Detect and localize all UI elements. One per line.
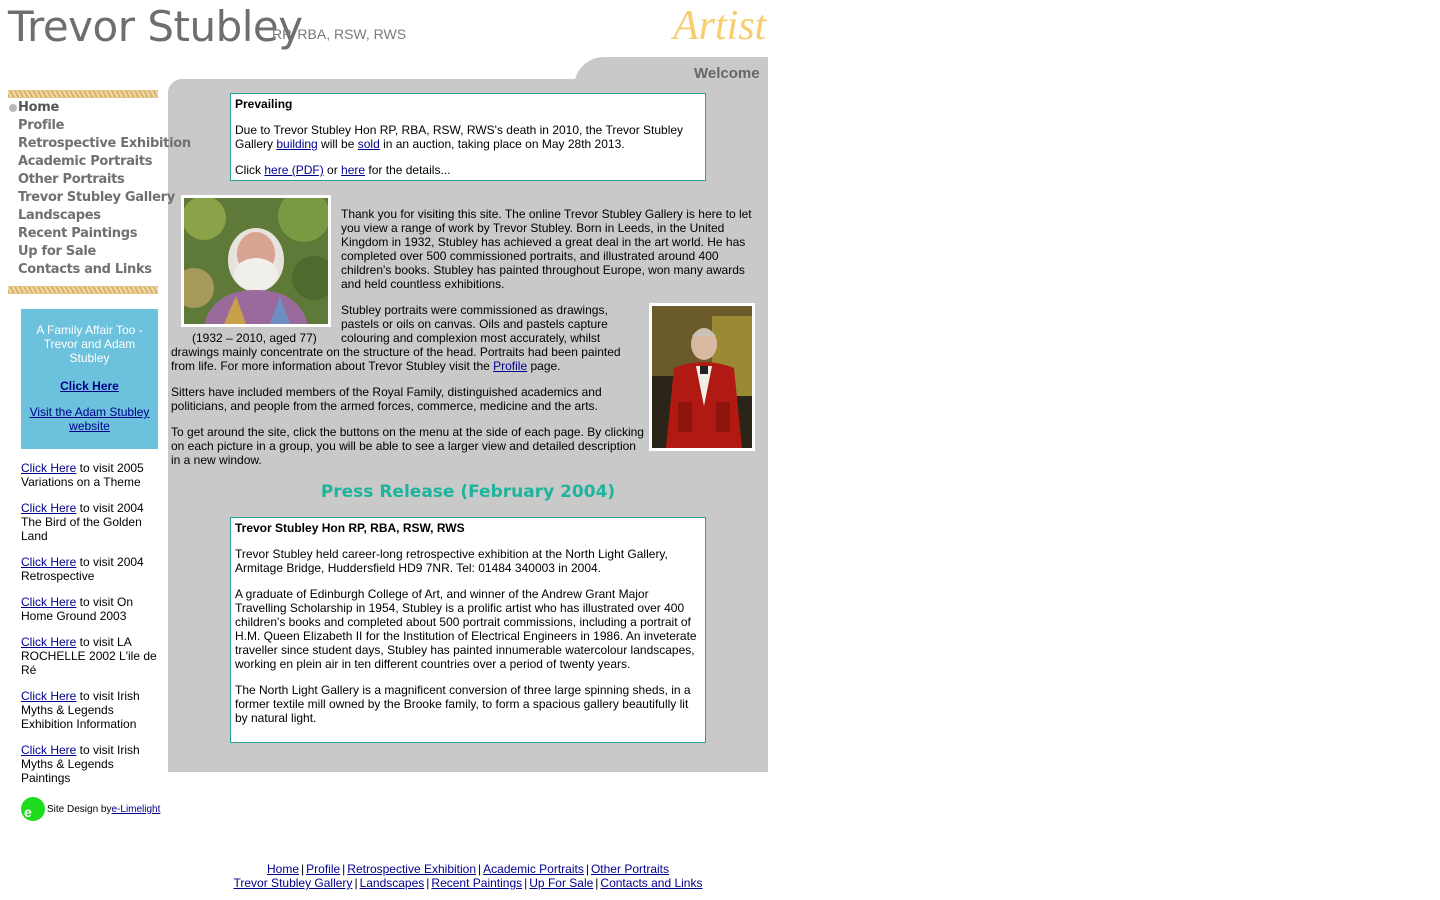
here-pdf-link[interactable]: here (PDF) — [264, 163, 324, 177]
active-dot-icon — [9, 104, 17, 112]
footer-link-home[interactable]: Home — [267, 862, 300, 876]
footer-link-contacts[interactable]: Contacts and Links — [600, 876, 703, 890]
exhibition-links — [21, 461, 161, 797]
footer-link-other-portraits[interactable]: Other Portraits — [590, 862, 669, 876]
nav-item-label: Contacts and Links — [18, 262, 152, 277]
press-paragraph: The North Light Gallery is a magnificent conversion of three large spinning sheds, in a former textile mill owned by the Brooke family, to form a spacious gallery beautifully lit by natural light. — [235, 683, 691, 725]
navigation-help-paragraph: To get around the site, click the buttons on the menu at the side of each page. By clicking on each picture in a group, you will be able to see a larger view and detailed description in a new window. — [171, 425, 644, 467]
footer-row — [168, 876, 768, 890]
text: for the details... — [365, 163, 451, 177]
site-role: Artist — [673, 3, 767, 49]
footer-link-landscapes[interactable]: Landscapes — [359, 876, 425, 890]
exhibition-link[interactable]: Click Here — [21, 635, 77, 649]
exhibition-desc: to visit Irish Myths & Legends Exhibition Information — [21, 689, 140, 731]
intro-paragraph: Thank you for visiting this site. The online Trevor Stubley Gallery is here to let you view a range of work by Trevor Stubley. Born in Leeds, in the United Kingdom in 1932, Stubley has achieved a great deal in the art world. He has completed over 500 commissioned portraits, and illustrated around 400 children's books. Stubley has painted throughout Europe, won many awards and held countless exhibitions. — [341, 207, 752, 291]
list-item — [21, 501, 161, 543]
exhibition-desc: to visit On Home Ground 2003 — [21, 595, 134, 623]
sitters-paragraph: Sitters have included members of the Royal Family, distinguished academics and politicians, and people from the armed forces, commerce, medicine and the arts. — [171, 385, 602, 413]
press-release-title: Trevor Stubley Hon RP, RBA, RSW, RWS — [235, 521, 465, 535]
prevailing-details — [235, 163, 701, 177]
nav-item-recent-paintings[interactable] — [8, 225, 160, 243]
prevailing-paragraph — [235, 123, 701, 151]
prevailing-notice — [230, 93, 706, 181]
nav-item-profile[interactable] — [8, 117, 160, 135]
prevailing-title: Prevailing — [235, 97, 293, 111]
footer-separator: | — [342, 862, 346, 876]
portraits-rest — [171, 345, 647, 373]
press-paragraph: A graduate of Edinburgh College of Art, and winner of the Andrew Grant Major Travelling Scholarship in 1954, Stubley is a prolific artist who has illustrated over 400 children's books and completed about 500 portrait commissions, including a portrait of H.M. Queen Elizabeth II for the Institution of Electrical Engineers in 1986. An inveterate traveller since student days, Stubley has painted innumerable watercolour landscapes, working en plein air in ten different countries over a period of twenty years. — [235, 587, 697, 671]
nav-item-label: Home — [18, 100, 59, 115]
exhibition-desc: to visit Irish Myths & Legends Paintings — [21, 743, 140, 785]
list-item — [21, 461, 161, 489]
nav-item-label: Retrospective Exhibition — [18, 136, 191, 151]
nav-item-label: Trevor Stubley Gallery — [18, 190, 175, 205]
exhibition-link[interactable]: Click Here — [21, 595, 77, 609]
text: in an auction, taking place on May 28th 2013. — [379, 137, 625, 151]
press-release-heading: Press Release (February 2004) — [320, 482, 616, 502]
footer-link-gallery[interactable]: Trevor Stubley Gallery — [233, 876, 353, 890]
text: drawings mainly concentrate on the structure of the head. Portraits had been painted from life. For more information about Trevor Stubley visit the — [171, 345, 621, 373]
exhibition-link[interactable]: Click Here — [21, 555, 77, 569]
portrait-painting-image — [652, 306, 752, 448]
nav-item-label: Recent Paintings — [18, 226, 138, 241]
nav-item-retrospective-exhibition[interactable] — [8, 135, 191, 153]
nav-item-up-for-sale[interactable] — [8, 243, 160, 261]
portraits-paragraph — [171, 303, 647, 467]
footer-link-profile[interactable]: Profile — [306, 862, 341, 876]
footer-link-recent-paintings[interactable]: Recent Paintings — [431, 876, 523, 890]
nav-item-label: Academic Portraits — [18, 154, 153, 169]
exhibition-desc: to visit 2004 The Bird of the Golden Land — [21, 501, 144, 543]
sold-link[interactable]: sold — [357, 137, 380, 151]
exhibition-link[interactable]: Click Here — [21, 501, 77, 515]
text: pastels or oils on canvas. Oils and pastels capture — [341, 317, 608, 331]
e-limelight-link[interactable]: e-Limelight — [111, 803, 161, 815]
nav-item-home[interactable] — [8, 99, 160, 117]
nav-item-label: Landscapes — [18, 208, 101, 223]
portrait-painting — [649, 303, 755, 451]
exhibition-link[interactable]: Click Here — [21, 461, 77, 475]
footer-separator: | — [426, 876, 430, 890]
nav-item-gallery[interactable] — [8, 189, 175, 207]
footer-row — [168, 862, 768, 876]
footer-separator: | — [595, 876, 599, 890]
footer-link-retrospective[interactable]: Retrospective Exhibition — [347, 862, 477, 876]
nav-item-other-portraits[interactable] — [8, 171, 160, 189]
nav-item-label: Profile — [18, 118, 65, 133]
site-title: Trevor Stubley — [8, 2, 303, 51]
footer-separator: | — [478, 862, 482, 876]
footer-separator: | — [585, 862, 589, 876]
adam-stubley-website-link[interactable]: Visit the Adam Stubley website — [29, 405, 150, 433]
exhibition-link[interactable]: Click Here — [21, 689, 77, 703]
exhibition-desc: to visit LA ROCHELLE 2002 L'ile de Ré — [21, 635, 157, 677]
text: colouring and complexion most accurately, whilst — [341, 331, 601, 345]
sidebar-nav — [8, 99, 191, 279]
nav-divider-bottom — [8, 286, 158, 294]
credit-text: Site Design by — [47, 803, 112, 815]
list-item — [21, 635, 161, 677]
text: or — [323, 163, 342, 177]
family-affair-text: A Family Affair Too - Trevor and Adam Stubley — [36, 323, 143, 365]
nav-item-academic-portraits[interactable] — [8, 153, 160, 171]
exhibition-desc: to visit 2005 Variations on a Theme — [21, 461, 144, 489]
site-qualifications: RP. RBA, RSW, RWS — [272, 26, 407, 42]
footer-separator: | — [301, 862, 305, 876]
nav-item-label: Other Portraits — [18, 172, 125, 187]
press-paragraph: Trevor Stubley held career-long retrospective exhibition at the North Light Gallery, Armitage Bridge, Huddersfield HD9 7NR. Tel: 01484 340003 in 2004. — [235, 547, 668, 575]
e-limelight-logo-icon: e — [21, 797, 45, 821]
nav-item-landscapes[interactable] — [8, 207, 160, 225]
footer-link-up-for-sale[interactable]: Up For Sale — [529, 876, 594, 890]
list-item — [21, 555, 161, 583]
list-item — [21, 743, 161, 785]
text: page. — [527, 359, 561, 373]
press-release-box — [230, 517, 706, 743]
photo-caption: (1932 – 2010, aged 77) — [192, 331, 317, 345]
footer-separator: | — [354, 876, 358, 890]
family-affair-click-link[interactable]: Click Here — [60, 379, 119, 393]
text: Stubley portraits were commissioned as drawings, — [341, 303, 608, 317]
text: Due to Trevor Stubley Hon RP, RBA, RSW, RWS's death in 2010, the Trevor Stubley Gallery — [235, 123, 684, 151]
site-credit — [21, 797, 160, 821]
family-affair-box — [21, 309, 158, 449]
list-item — [21, 595, 161, 623]
nav-divider-top — [8, 90, 158, 98]
nav-item-contacts[interactable] — [8, 261, 160, 279]
text: Click — [235, 163, 265, 177]
text: will be — [317, 137, 358, 151]
footer-separator: | — [524, 876, 528, 890]
nav-item-label: Up for Sale — [18, 244, 97, 259]
footer-link-academic-portraits[interactable]: Academic Portraits — [483, 862, 584, 876]
building-link[interactable]: building — [276, 137, 318, 151]
list-item — [21, 689, 161, 731]
profile-link[interactable]: Profile — [493, 359, 528, 373]
here-link[interactable]: here — [341, 163, 366, 177]
welcome-label: Welcome — [694, 65, 760, 82]
exhibition-link[interactable]: Click Here — [21, 743, 77, 757]
footer-nav — [168, 862, 768, 890]
exhibition-desc: to visit 2004 Retrospective — [21, 555, 144, 583]
